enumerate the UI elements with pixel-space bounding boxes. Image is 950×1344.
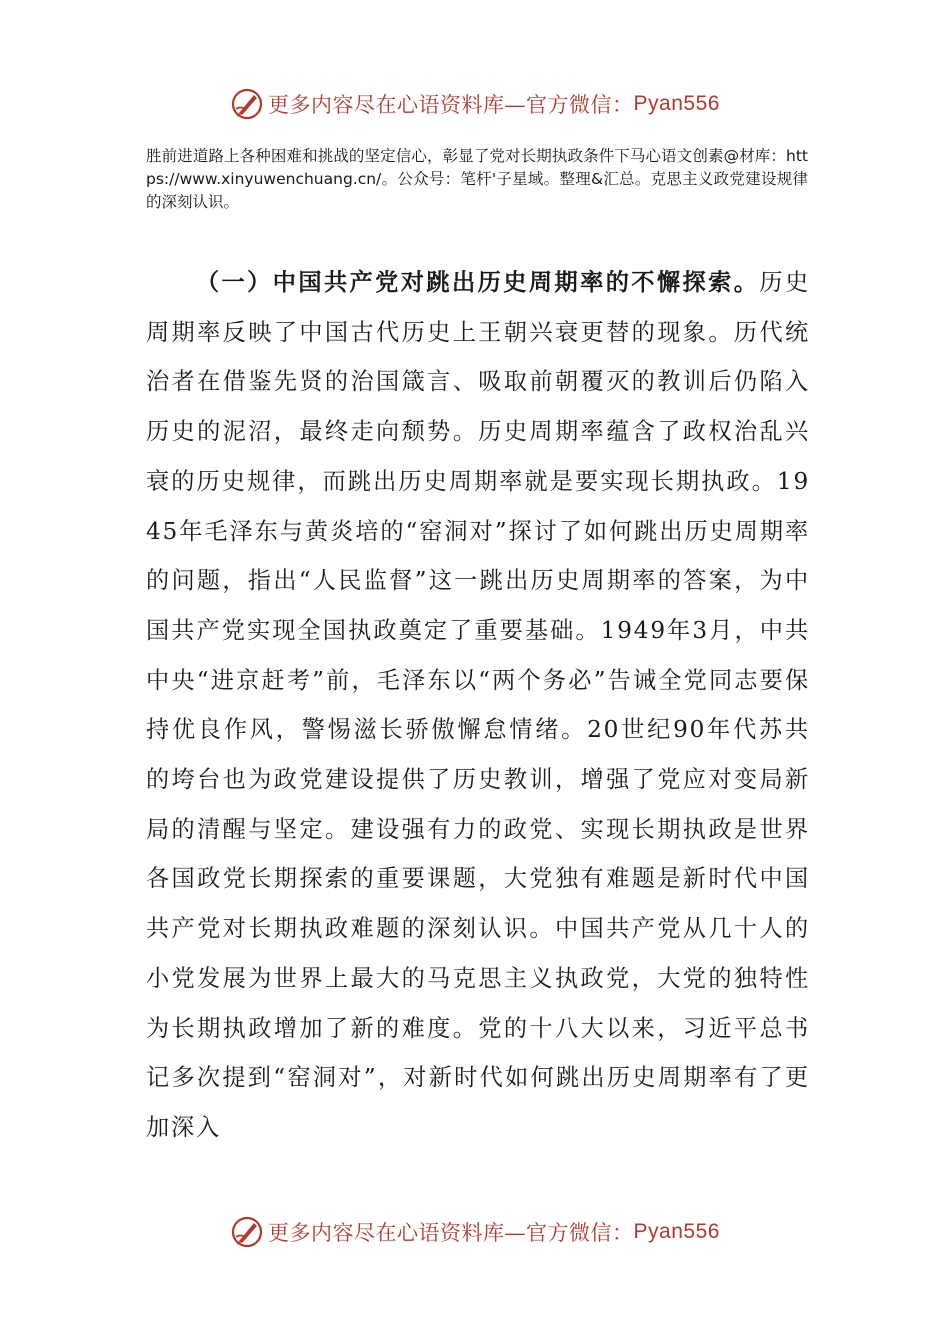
watermark-wechat-id: Pyan556	[633, 1220, 720, 1243]
section-heading: （一）中国共产党对跳出历史周期率的不懈探索。	[195, 269, 760, 296]
quill-logo-icon	[230, 1215, 264, 1249]
watermark-text: 更多内容尽在心语资料库—官方微信：	[268, 93, 634, 117]
intro-paragraph: 胜前进道路上各种困难和挑战的坚定信心，彰显了党对长期执政条件下马心语文创素@材库：https://www.xinyuwenchuang.cn/。公众号：笔杆'子星域。整理&汇总。克思主义政党建设规律的深刻认识。	[146, 147, 808, 211]
header-watermark	[0, 84, 950, 124]
watermark-wechat-id: Pyan556	[633, 92, 720, 115]
section-paragraph	[146, 258, 810, 1153]
section-body: 历史周期率反映了中国古代历史上王朝兴衰更替的现象。历代统治者在借鉴先贤的治国箴言、吸取前朝覆灭的教训后仍陷入历史的泥沼，最终走向颓势。历史周期率蕴含了政权治乱兴衰的历史规律，而跳出历史周期率就是要实现长期执政。1945年毛泽东与黄炎培的“窑洞对”探讨了如何跳出历史周期率的问题，指出“人民监督”这一跳出历史周期率的答案，为中国共产党实现全国执政奠定了重要基础。1949年3月，中共中央“进京赶考”前，毛泽东以“两个务必”告诫全党同志要保持优良作风，警惕滋长骄傲懈怠情绪。20世纪90年代苏共的垮台也为政党建设提供了历史教训，增强了党应对变局新局的清醒与坚定。建设强有力的政党、实现长期执政是世界各国政党长期探索的重要课题，大党独有难题是新时代中国共产党对长期执政难题的深刻认识。中国共产党从几十人的小党发展为世界上最大的马克思主义执政党，大党的独特性为长期执政增加了新的难度。党的十八大以来，习近平总书记多次提到“窑洞对”，对新时代如何跳出历史周期率有了更加深入	[146, 269, 810, 1141]
footer-watermark	[0, 1212, 950, 1252]
watermark-text: 更多内容尽在心语资料库—官方微信：	[268, 1221, 634, 1245]
quill-logo-icon	[230, 87, 264, 121]
